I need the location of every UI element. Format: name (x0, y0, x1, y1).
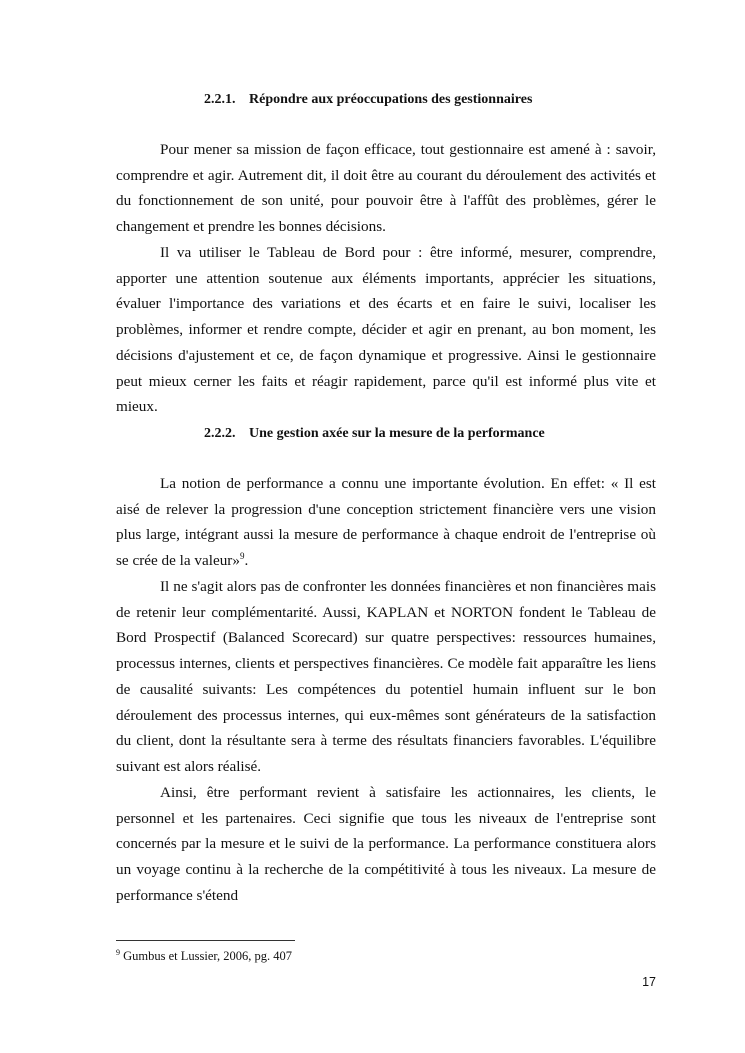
section-heading-2-2-2 (204, 426, 545, 442)
paragraph-text: Il va utiliser le Tableau de Bord pour : être informé, mesurer, comprendre, apporter une attention soutenue aux éléments importants, apprécier les situations, évaluer l'importance des variations et des écarts et en faire le suivi, localiser les problèmes, informer et rendre compte, décider et agir en prenant, au bon moment, les décisions d'ajustement et ce, de façon dynamique et progressive. Ainsi le gestionnaire peut mieux cerner les faits et réagir rapidement, parce qu'il est informé plus vite et mieux. (116, 244, 656, 416)
paragraph (116, 137, 656, 240)
paragraph-text: Ainsi, être performant revient à satisfaire les actionnaires, les clients, le personnel et les partenaires. Ceci signifie que tous les niveaux de l'entreprise sont concernés par la mesure et le suivi de la performance. La performance constituera alors un voyage continu à la recherche de la compétitivité à tous les niveaux. La mesure de performance s'étend (116, 784, 656, 904)
paragraph-text: Il ne s'agit alors pas de confronter les données financières et non financières mais de retenir leur complémentarité. Aussi, KAPLAN et NORTON fondent le Tableau de Bord Prospectif (Balanced Scorecard) sur quatre perspectives: ressources humaines, processus internes, clients et perspectives financières. Ce modèle fait apparaître les liens de causalité suivants: Les compétences du potentiel humain influent sur le bon déroulement des processus internes, qui eux-mêmes sont générateurs de la satisfaction du client, dont la résultante sera à terme des résultats financiers favorables. L'équilibre suivant est alors réalisé. (116, 578, 656, 775)
paragraph-text: La notion de performance a connu une importante évolution. En effet: « Il est aisé de relever la progression d'une conception strictement financière vers une vision plus large, intégrant aussi la mesure de performance à chaque endroit de l'entreprise où se crée de la valeur» (116, 475, 656, 570)
footnote (116, 949, 292, 964)
paragraph (116, 574, 656, 780)
footnote-reference: 9 (239, 551, 245, 562)
paragraph-text: Pour mener sa mission de façon efficace, tout gestionnaire est amené à : savoir, comprendre et agir. Autrement dit, il doit être au courant du déroulement des activités et du fonctionnement de son unité, pour pouvoir être à l'affût des problèmes, gérer le changement et prendre les bonnes décisions. (116, 141, 656, 236)
section-number: 2.2.1. (204, 92, 236, 107)
page-number: 17 (642, 975, 656, 989)
section-number: 2.2.2. (204, 426, 236, 441)
section-title: Une gestion axée sur la mesure de la performance (249, 426, 545, 441)
footnote-text: Gumbus et Lussier, 2006, pg. 407 (123, 949, 293, 963)
footnote-separator (116, 940, 295, 941)
section-heading-2-2-1 (204, 92, 532, 108)
footnote-marker: 9 (116, 948, 120, 957)
paragraph (116, 240, 656, 420)
paragraph-end: . (244, 552, 249, 570)
paragraph (116, 780, 656, 909)
section-title: Répondre aux préoccupations des gestionnaires (249, 92, 533, 107)
paragraph (116, 471, 656, 574)
